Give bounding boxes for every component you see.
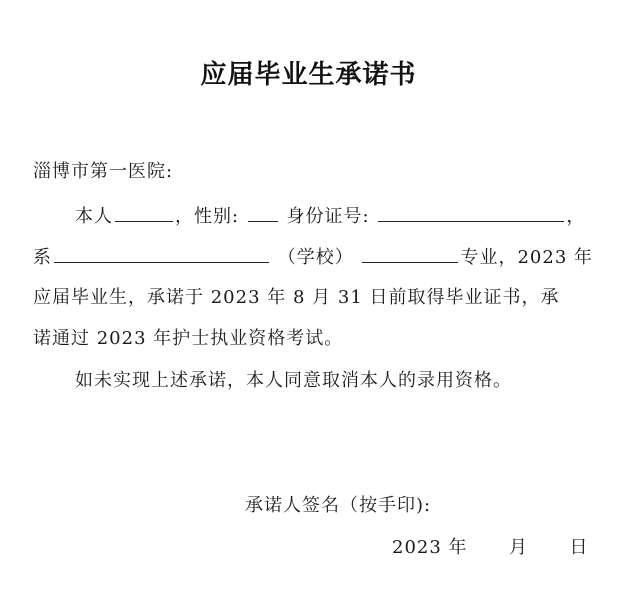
document-title: 应届毕业生承诺书 (200, 60, 417, 90)
date-month: 月 (509, 537, 528, 558)
major-blank[interactable] (362, 244, 458, 263)
commitment-line-3: 如未实现上述承诺，本人同意取消本人的录用资格。 (75, 370, 512, 391)
major-label: 专业，2023 年 (460, 247, 593, 268)
gender-label: ，性别: (175, 206, 240, 227)
recipient-line: 淄博市第一医院: (33, 161, 174, 182)
commitment-line-2: 诺通过 2023 年护士执业资格考试。 (33, 328, 344, 349)
line1-suffix: ， (566, 206, 586, 227)
education-line (33, 244, 593, 270)
date-year: 2023 年 (392, 537, 468, 558)
school-blank[interactable] (54, 244, 269, 263)
personal-info-line (75, 203, 585, 229)
school-label: （学校） (277, 247, 354, 268)
name-blank[interactable] (115, 203, 173, 222)
xi-prefix: 系 (33, 247, 52, 268)
gender-blank[interactable] (248, 203, 278, 222)
date-day: 日 (569, 537, 589, 558)
id-label: 身份证号: (286, 206, 370, 227)
name-prefix: 本人 (75, 206, 113, 227)
signature-label: 承诺人签名（按手印): (245, 495, 432, 516)
commitment-line-1: 应届毕业生，承诺于 2023 年 8 月 31 日前取得毕业证书，承 (33, 287, 560, 308)
date-line (392, 536, 588, 560)
id-number-blank[interactable] (378, 203, 564, 222)
